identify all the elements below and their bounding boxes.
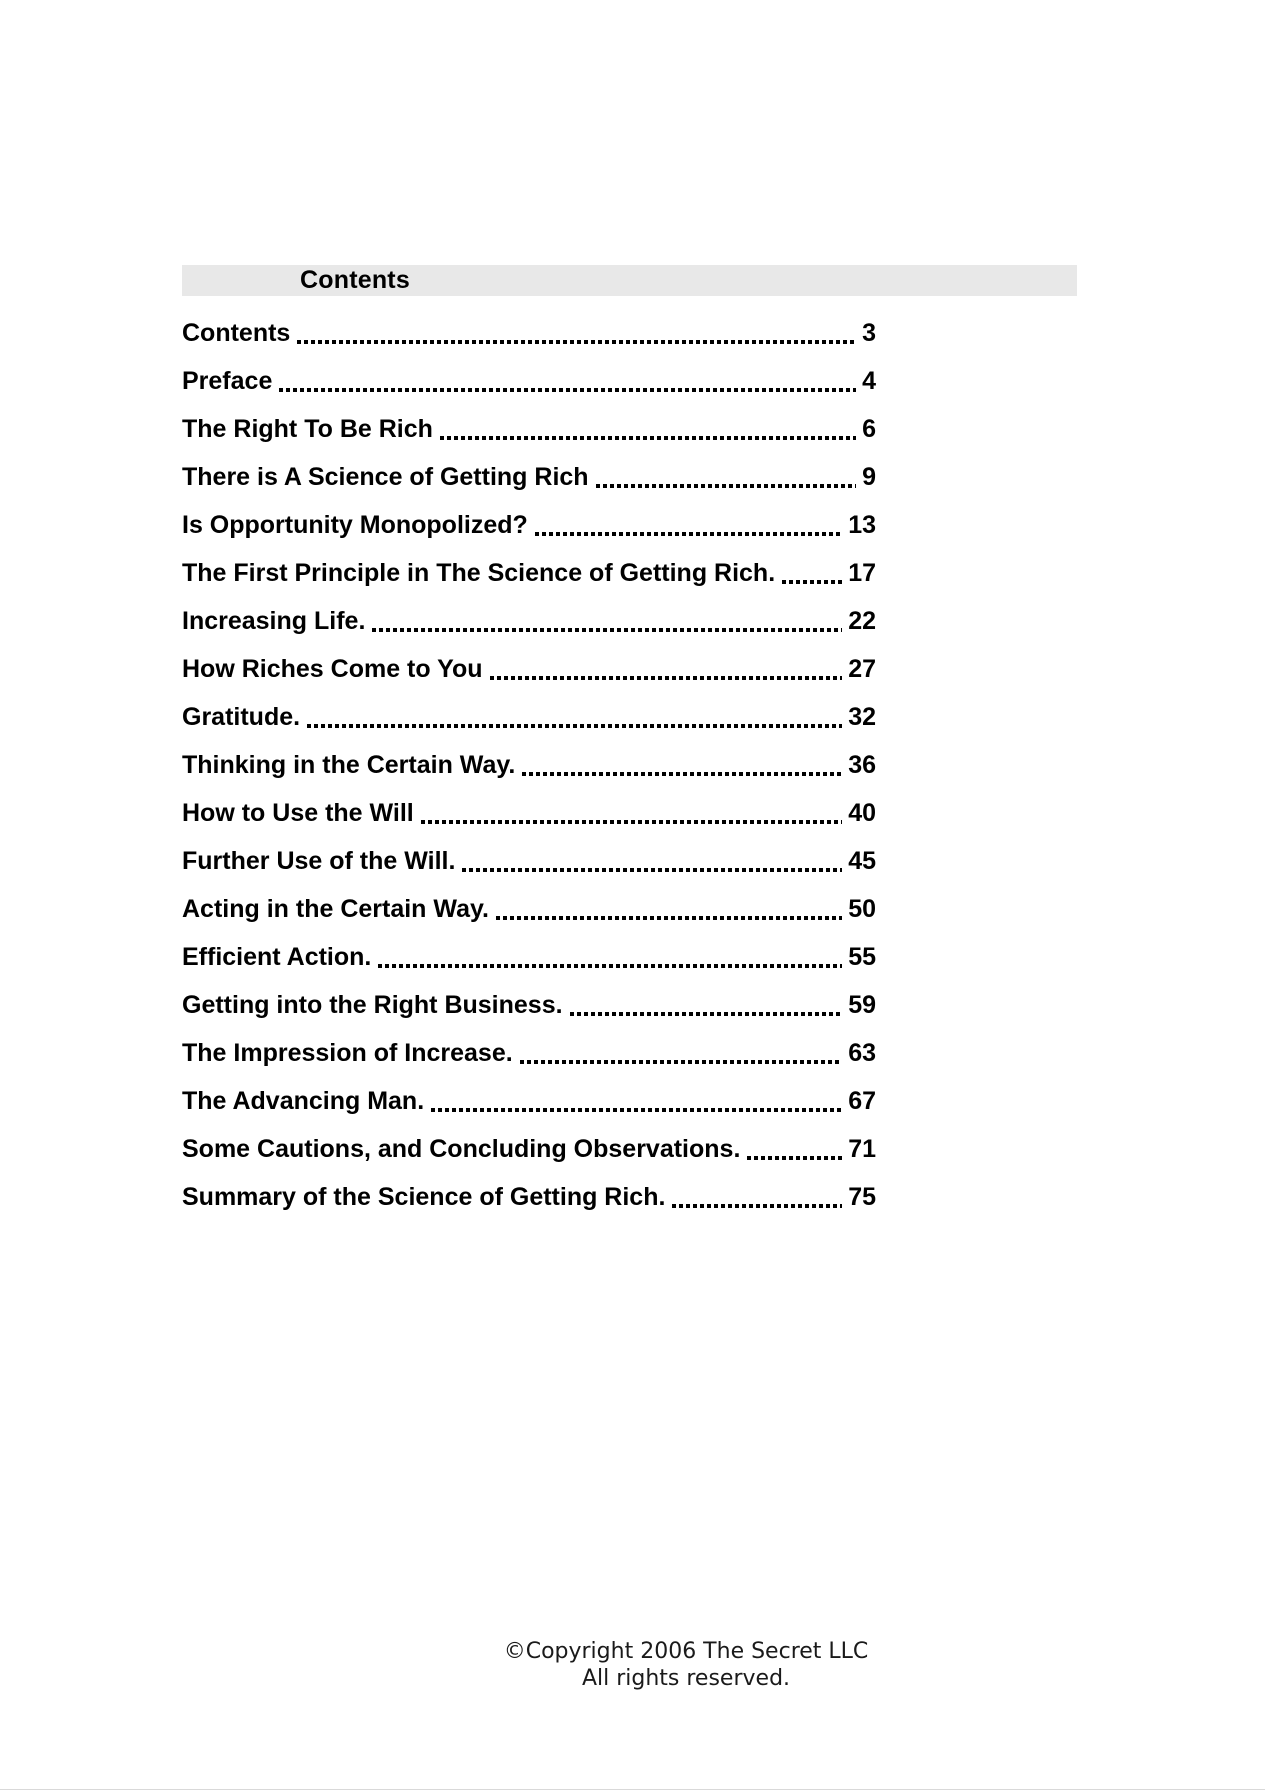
toc-entry-page-number: 75 — [848, 1183, 876, 1211]
toc-entry-page-number: 22 — [848, 607, 876, 635]
toc-entry-page-number: 67 — [848, 1087, 876, 1115]
toc-entry-title: Acting in the Certain Way. — [182, 895, 489, 923]
dot-leader — [782, 580, 842, 584]
toc-entry[interactable] — [182, 693, 876, 741]
toc-entry[interactable] — [182, 597, 876, 645]
dot-leader — [596, 484, 857, 488]
toc-entry[interactable] — [182, 981, 876, 1029]
dot-leader — [535, 532, 842, 536]
toc-entry[interactable] — [182, 549, 876, 597]
toc-entry-title: Some Cautions, and Concluding Observations. — [182, 1135, 741, 1163]
toc-entry-title: How Riches Come to You — [182, 655, 483, 683]
toc-entry-page-number: 3 — [862, 319, 876, 347]
toc-entry-page-number: 63 — [848, 1039, 876, 1067]
toc-entry-page-number: 9 — [862, 463, 876, 491]
toc-entry[interactable] — [182, 357, 876, 405]
dot-leader — [431, 1108, 842, 1112]
toc-entry-title: Increasing Life. — [182, 607, 366, 635]
toc-entry-title: Gratitude. — [182, 703, 301, 731]
table-of-contents — [182, 309, 876, 1221]
toc-entry[interactable] — [182, 1029, 876, 1077]
dot-leader — [570, 1012, 843, 1016]
copyright-line: ©Copyright 2006 The Secret LLC — [503, 1639, 869, 1664]
toc-entry[interactable] — [182, 741, 876, 789]
toc-entry-page-number: 59 — [848, 991, 876, 1019]
toc-entry[interactable] — [182, 933, 876, 981]
toc-entry-page-number: 36 — [848, 751, 876, 779]
toc-entry-title: Is Opportunity Monopolized? — [182, 511, 528, 539]
toc-entry-page-number: 50 — [848, 895, 876, 923]
toc-entry-title: There is A Science of Getting Rich — [182, 463, 589, 491]
toc-entry-page-number: 13 — [848, 511, 876, 539]
toc-entry[interactable] — [182, 453, 876, 501]
toc-entry-page-number: 4 — [862, 367, 876, 395]
dot-leader — [421, 820, 842, 824]
toc-entry-page-number: 71 — [848, 1135, 876, 1163]
dot-leader — [747, 1156, 842, 1160]
dot-leader — [297, 340, 856, 344]
toc-entry[interactable] — [182, 789, 876, 837]
toc-entry[interactable] — [182, 405, 876, 453]
toc-entry-page-number: 27 — [848, 655, 876, 683]
dot-leader — [490, 676, 843, 680]
toc-entry-title: The First Principle in The Science of Getting Rich. — [182, 559, 776, 587]
dot-leader — [440, 436, 856, 440]
toc-entry-title: Thinking in the Certain Way. — [182, 751, 516, 779]
dot-leader — [307, 724, 842, 728]
toc-entry[interactable] — [182, 1077, 876, 1125]
toc-entry[interactable] — [182, 837, 876, 885]
toc-entry[interactable] — [182, 645, 876, 693]
copyright-footer — [504, 1638, 869, 1692]
dot-leader — [372, 628, 842, 632]
toc-entry-title: Preface — [182, 367, 273, 395]
toc-entry-title: Efficient Action. — [182, 943, 372, 971]
dot-leader — [462, 868, 842, 872]
toc-entry-title: How to Use the Will — [182, 799, 414, 827]
dot-leader — [378, 964, 842, 968]
contents-header-bar — [182, 265, 1077, 296]
toc-entry[interactable] — [182, 1125, 876, 1173]
toc-entry-page-number: 6 — [862, 415, 876, 443]
dot-leader — [496, 916, 842, 920]
page-title: Contents — [300, 266, 410, 294]
toc-entry-title: Contents — [182, 319, 291, 347]
dot-leader — [672, 1204, 842, 1208]
toc-entry-page-number: 55 — [848, 943, 876, 971]
rights-line: All rights reserved. — [581, 1666, 791, 1691]
toc-entry-title: The Impression of Increase. — [182, 1039, 513, 1067]
toc-entry-page-number: 40 — [848, 799, 876, 827]
toc-entry-title: The Advancing Man. — [182, 1087, 425, 1115]
toc-entry-page-number: 45 — [848, 847, 876, 875]
toc-entry[interactable] — [182, 501, 876, 549]
dot-leader — [520, 1060, 843, 1064]
toc-entry[interactable] — [182, 1173, 876, 1221]
dot-leader — [522, 772, 842, 776]
toc-entry-title: Summary of the Science of Getting Rich. — [182, 1183, 666, 1211]
toc-entry-title: Getting into the Right Business. — [182, 991, 563, 1019]
toc-entry-page-number: 17 — [848, 559, 876, 587]
toc-entry-page-number: 32 — [848, 703, 876, 731]
toc-entry[interactable] — [182, 309, 876, 357]
toc-entry-title: The Right To Be Rich — [182, 415, 433, 443]
toc-entry[interactable] — [182, 885, 876, 933]
toc-entry-title: Further Use of the Will. — [182, 847, 456, 875]
page-bottom-edge — [0, 1789, 1265, 1790]
dot-leader — [279, 388, 856, 392]
